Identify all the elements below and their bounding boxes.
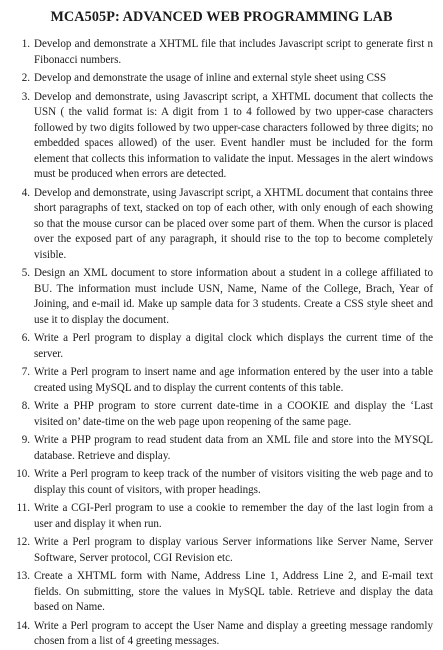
item-text: Develop and demonstrate, using Javascript script, a XHTML document that contains three short paragraphs of text, stacked on top of each other, with only enough of each showing so that the mouse cursor can be placed over some part of them. When the cursor is placed over the exposed part of any paragraph, it should rise to the top to become completely visible.	[34, 186, 433, 261]
list-item	[10, 433, 433, 464]
item-text: Write a Perl program to display a digital clock which displays the current time of the server.	[34, 332, 433, 360]
item-number: 9.	[21, 434, 30, 446]
item-number: 10.	[16, 468, 30, 480]
list-item	[10, 501, 433, 532]
list-item	[10, 619, 433, 650]
item-number: 14.	[16, 619, 30, 632]
item-text: Develop and demonstrate a XHTML file that includes Javascript script to generate first n Fibonacci numbers.	[34, 38, 433, 66]
list-item	[10, 331, 433, 362]
list-item	[10, 186, 433, 264]
item-number: 4.	[21, 186, 30, 199]
item-number: 5.	[21, 267, 30, 279]
list-item	[10, 535, 433, 566]
item-text: Write a Perl program to insert name and age information entered by the user into a table created using MySQL and to display the current contents of this table.	[34, 366, 433, 394]
item-number: 12.	[16, 536, 30, 548]
item-text: Write a Perl program to accept the User Name and display a greeting message randomly chosen from a list of 4 greeting messages.	[34, 619, 433, 647]
page-title: MCA505P: ADVANCED WEB PROGRAMMING LAB	[50, 9, 393, 25]
item-number: 11.	[16, 502, 30, 514]
list-item	[10, 266, 433, 328]
item-number: 13.	[16, 570, 30, 582]
list-item	[10, 399, 433, 430]
item-text: Write a Perl program to display various Server informations like Server Name, Server Software, Server protocol, CGI Revision etc.	[34, 536, 433, 564]
item-number: 2.	[21, 72, 30, 84]
item-number: 6.	[21, 332, 30, 344]
lab-program-list	[10, 37, 433, 650]
item-number: 8.	[21, 400, 30, 412]
item-text: Design an XML document to store information about a student in a college affiliated to BU. The information must include USN, Name, Name of the College, Brach, Year of Joining, and e-mail id. Make up sample data for 3 students. Create a CSS style sheet and use it to display the document.	[34, 267, 433, 326]
item-text: Develop and demonstrate, using Javascript script, a XHTML document that collects the USN ( the valid format is: A digit from 1 to 4 followed by two upper-case characters followed by two digits followed by two upper-case characters followed by three digits; no embedded spaces allowed) of the user. Event handler must be included for the form element that collects this information to validate the input. Messages in the alert windows must be produced when errors are detected.	[34, 90, 433, 180]
item-text: Create a XHTML form with Name, Address Line 1, Address Line 2, and E-mail text fields. On submitting, store the values in MySQL table. Retrieve and display the data based on Name.	[34, 570, 433, 613]
list-item	[10, 365, 433, 396]
list-item	[10, 71, 433, 87]
list-item	[10, 569, 433, 616]
item-number: 3.	[21, 90, 30, 103]
item-text: Write a PHP program to store current date-time in a COOKIE and display the ‘Last visited on’ date-time on the web page upon reopening of the same page.	[34, 400, 433, 428]
item-number: 1.	[21, 38, 30, 50]
list-item	[10, 467, 433, 498]
item-text: Write a CGI-Perl program to use a cookie to remember the day of the last login from a user and display it when run.	[34, 502, 433, 530]
list-item	[10, 90, 433, 183]
item-text: Develop and demonstrate the usage of inline and external style sheet using CSS	[34, 72, 387, 84]
list-item	[10, 37, 433, 68]
item-text: Write a PHP program to read student data from an XML file and store into the MYSQL database. Retrieve and display.	[34, 434, 433, 462]
item-text: Write a Perl program to keep track of the number of visitors visiting the web page and to display this count of visitors, with proper headings.	[34, 468, 433, 496]
item-number: 7.	[21, 366, 30, 378]
